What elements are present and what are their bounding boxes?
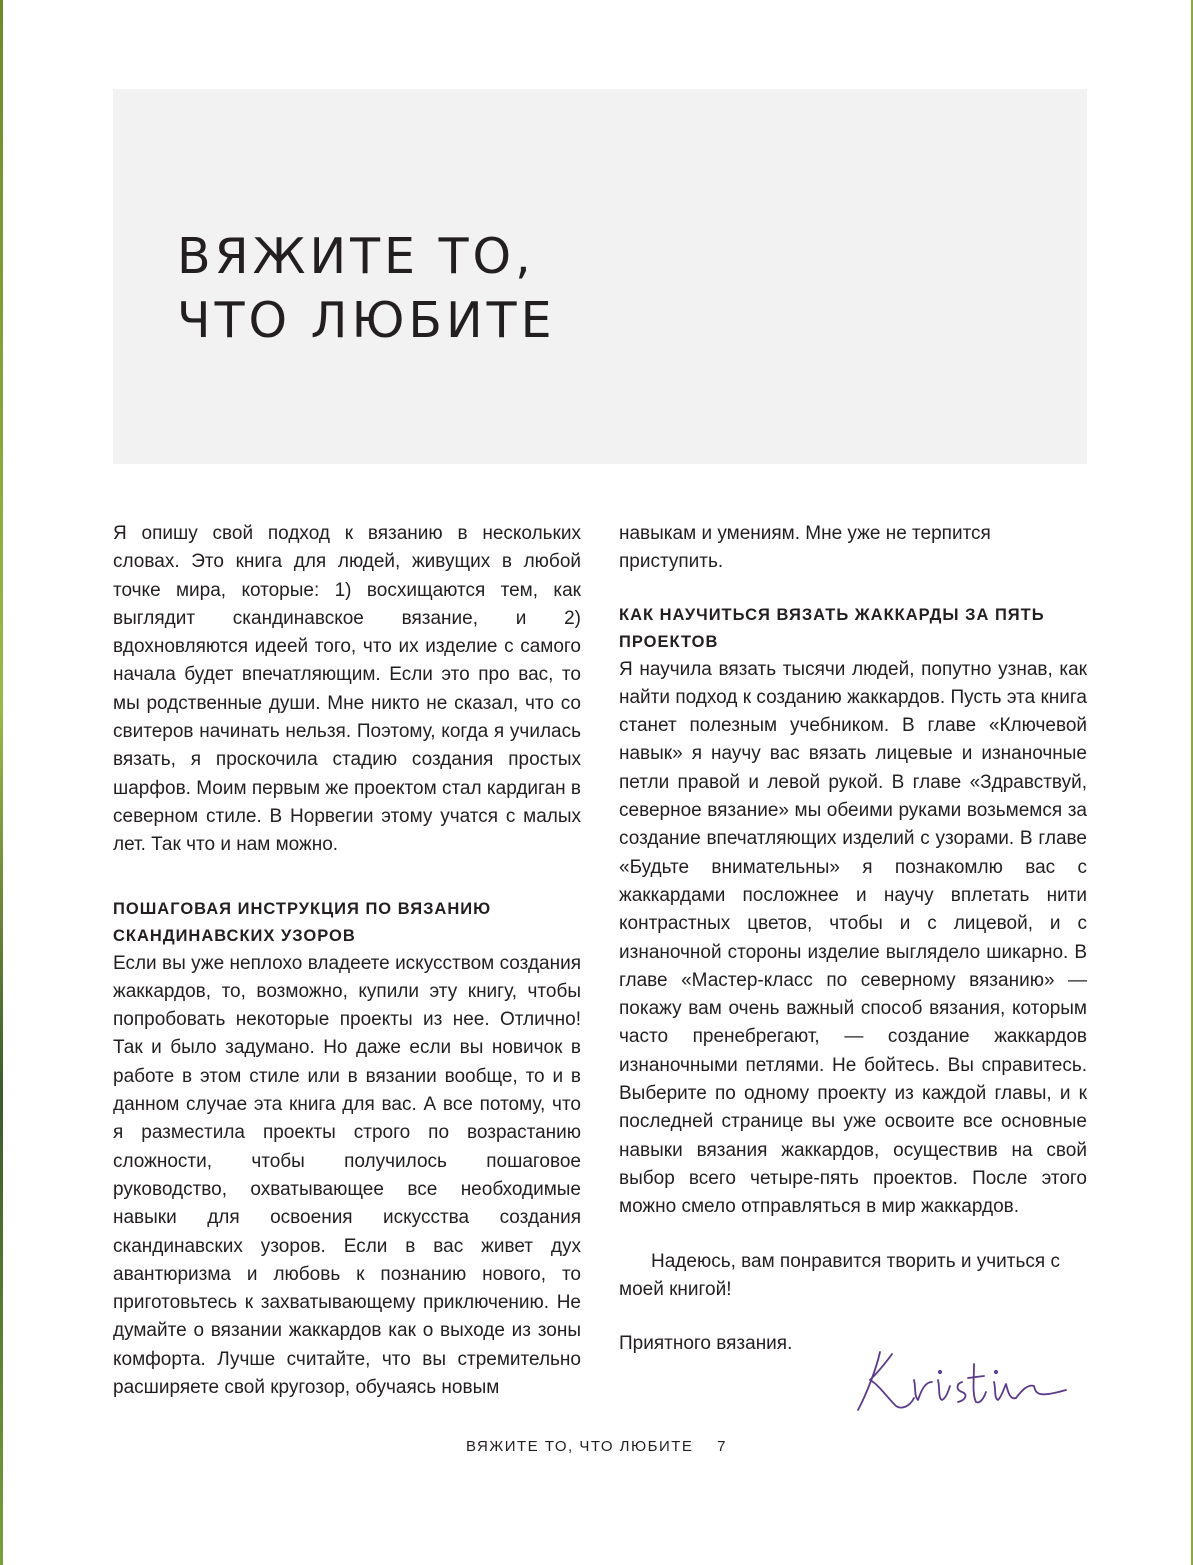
wish-paragraph: Надеюсь, вам понравится творить и учиться с моей книгой! xyxy=(619,1250,1060,1300)
section-heading-five-projects: КАК НАУЧИТЬСЯ ВЯЗАТЬ ЖАККАРДЫ ЗА ПЯТЬ ПРОЕКТОВ xyxy=(619,605,1045,651)
right-column xyxy=(619,520,1087,1358)
chapter-title-line-1: ВЯЖИТЕ ТО, xyxy=(177,228,535,285)
step-by-step-paragraph: Если вы уже неплохо владеете искусством создания жаккардов, то, возможно, купили эту книгу, чтобы попробовать некоторые проекты из нее. Отлично! Так и было задумано. Но даже если вы новичок в работе в этом стиле или в вязании вообще, то и в данном случае эта книга для вас. А все потому, что я разместила проекты строго по возрастанию сложности, чтобы получилось пошаговое руководство, охватывающее все необходимые навыки для освоения искусства создания скандинавских узоров. Если в вас живет дух авантюризма и любовь к познанию нового, то приготовьтесь к захватывающему приключению. Не думайте о вязании жаккардов как о выходе из зоны комфорта. Лучше считайте, что вы стремительно расширяете свой кругозор, обучаясь новым xyxy=(113,952,581,1399)
page-edge-left xyxy=(0,0,3,1565)
page-number: 7 xyxy=(717,1438,727,1455)
chapter-title-line-2: ЧТО ЛЮБИТЕ xyxy=(177,292,556,349)
closing-text: Приятного вязания. xyxy=(619,1333,793,1355)
author-signature xyxy=(852,1340,1072,1420)
running-title: ВЯЖИТЕ ТО, ЧТО ЛЮБИТЕ xyxy=(466,1438,694,1455)
continuation-paragraph: навыкам и умениям. Мне уже не терпится приступить. xyxy=(619,523,991,573)
page-footer xyxy=(0,1438,1193,1455)
section-heading-step-by-step: ПОШАГОВАЯ ИНСТРУКЦИЯ ПО ВЯЗАНИЮ СКАНДИНАВСКИХ УЗОРОВ xyxy=(113,899,492,945)
chapter-title xyxy=(177,225,556,353)
intro-paragraph: Я опишу свой подход к вязанию в нескольких словах. Это книга для людей, живущих в любой точке мира, которые: 1) восхищаются тем, как выглядит скандинавское вязание, и 2) вдохновляются идеей того, что их изделие с самого начала будет впечатляющим. Если это про вас, то мы родственные души. Мне никто не сказал, что со свитеров начинать нельзя. Поэтому, когда я училась вязать, я проскочила стадию создания простых шарфов. Моим первым же проектом стал кардиган в северном стиле. В Норвегии этому учатся с малых лет. Так что и нам можно. xyxy=(113,523,581,856)
title-panel xyxy=(113,89,1087,464)
left-column xyxy=(113,520,581,1402)
five-projects-paragraph: Я научила вязать тысячи людей, попутно узнав, как найти подход к созданию жаккардов. Пусть эта книга станет полезным учебником. В главе «Ключевой навык» я научу вас вязать лицевые и изнаночные петли правой и левой рукой. В главе «Здравствуй, северное вязание» мы обеими руками возьмемся за создание впечатляющих изделий с узорами. В главе «Будьте внимательны» я познакомлю вас с жаккардами посложнее и научу вплетать нити контрастных цветов, чтобы и с лицевой, и с изнаночной стороны изделие выглядело шикарно. В главе «Мастер-класс по северному вязанию» — покажу вам очень важный способ вязания, которым часто пренебрегают, — создание жаккардов изнаночными петлями. Не бойтесь. Вы справитесь. Выберите по одному проекту из каждой главы, и к последней странице вы уже освоите все основные навыки вязания жаккардов, осуществив на свой выбор всего четыре-пять проектов. После этого можно смело отправляться в мир жаккардов. xyxy=(619,658,1087,1218)
